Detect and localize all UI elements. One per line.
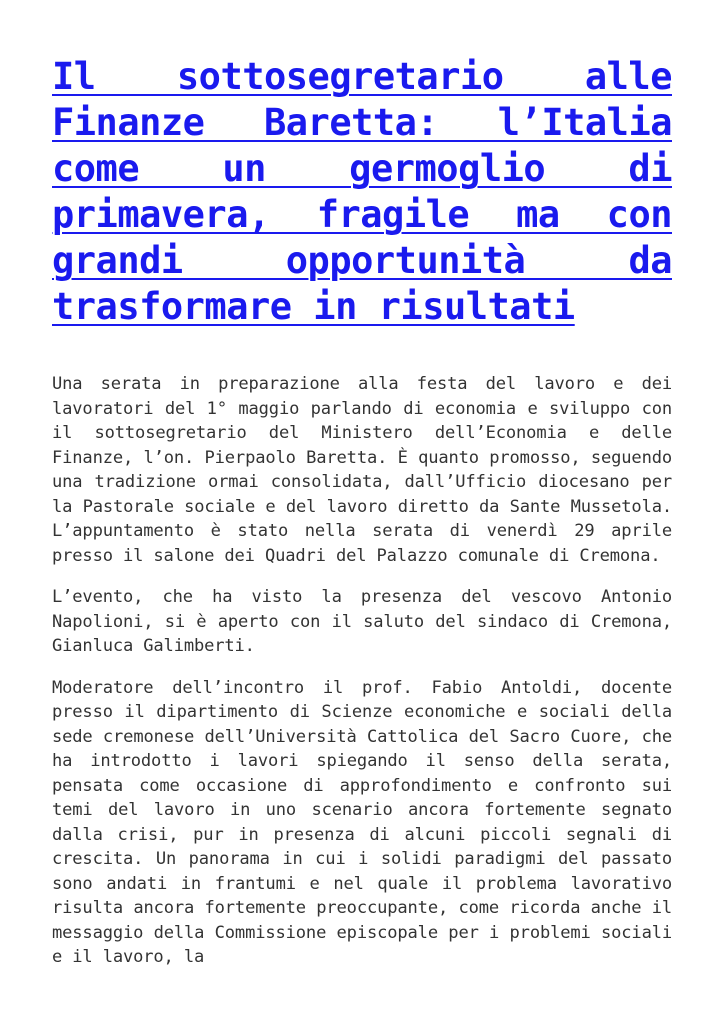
paragraph-moderator: Moderatore dell’incontro il prof. Fabio Antoldi, docente presso il dipartimento di Scienze economiche e sociali della sede cremonese dell’Università Cattolica del Sacro Cuore, che ha introdotto i lavori spiegando il senso della serata, pensata come occasione di approfondimento e confronto sui temi del lavoro in uno scenario ancora fortemente segnato dalla crisi, pur in presenza di alcuni piccoli segnali di crescita. Un panorama in cui i solidi paradigmi del passato sono andati in frantumi e nel quale il problema lavorativo risulta ancora fortemente preoccupante, come ricorda anche il messaggio della Commissione episcopale per i problemi sociali e il lavoro, la	[52, 677, 672, 967]
article	[52, 54, 672, 987]
article-title[interactable]	[52, 54, 672, 330]
paragraph-intro: Una serata in preparazione alla festa del lavoro e dei lavoratori del 1° maggio parlando di economia e sviluppo con il sottosegretario del Ministero dell’Economia e delle Finanze, l’on. Pierpaolo Baretta. È quanto promosso, seguendo una tradizione ormai consolidata, dall’Ufficio diocesano per la Pastorale sociale e del lavoro diretto da Sante Mussetola. L’appuntamento è stato nella serata di venerdì 29 aprile presso il salone dei Quadri del Palazzo comunale di Cremona.	[52, 374, 672, 566]
paragraph-event: L’evento, che ha visto la presenza del vescovo Antonio Napolioni, si è aperto con il saluto del sindaco di Cremona, Gianluca Galimberti.	[52, 587, 672, 656]
article-title-link[interactable]: Il sottosegretario alle Finanze Baretta: l’Italia come un germoglio di primavera, fragile ma con grandi opportunità da trasformare in risultati	[52, 55, 672, 328]
article-body	[52, 372, 672, 970]
